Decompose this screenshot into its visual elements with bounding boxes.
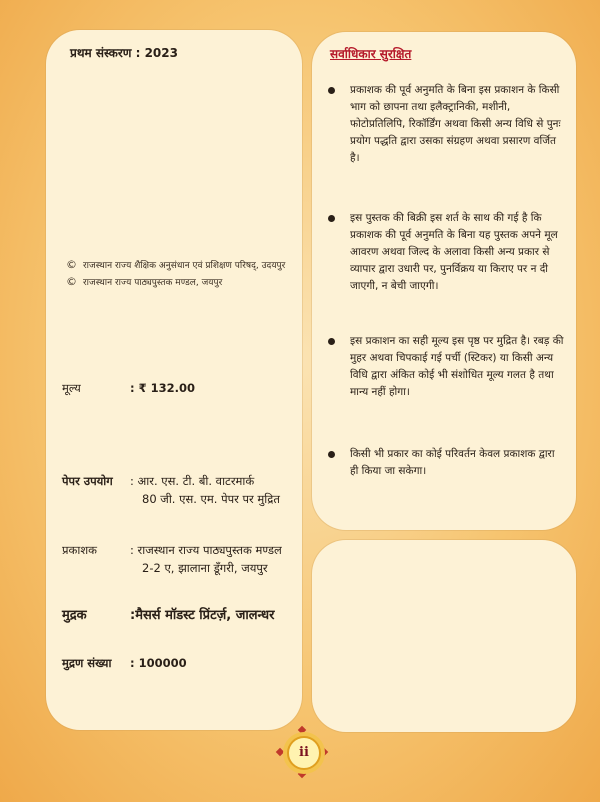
blank-panel [312, 540, 576, 732]
paper-value-1: : आर. एस. टी. बी. वाटरमार्क [130, 474, 255, 488]
bullet-icon [328, 338, 335, 345]
price-value: : ₹ 132.00 [130, 381, 195, 395]
page-number: ii [287, 736, 321, 770]
rights-title: सर्वाधिकार सुरक्षित [330, 47, 412, 61]
ornament-diamond-icon [320, 748, 328, 756]
bullet-icon [328, 215, 335, 222]
ornament-diamond-icon [298, 726, 306, 734]
bullet-icon [328, 451, 335, 458]
copyright-icon: © [66, 258, 77, 271]
rights-bullet-1: प्रकाशक की पूर्व अनुमति के बिना इस प्रकाशन के किसी भाग को छापना तथा इलैक्ट्रानिकी, मशीनी, फोटोप्रतिलिपि, रिकॉर्डिंग अथवा किसी अन्य विधि से पुनः प्रयोग पद्धति द्वारा उसका संग्रहण अथवा प्रसारण वर्जित है। [328, 82, 564, 167]
edition-text: प्रथम संस्करण : 2023 [70, 46, 178, 60]
price-label: मूल्य [62, 381, 81, 395]
printer-label: मुद्रक [62, 608, 87, 623]
ornament-diamond-icon [276, 748, 284, 756]
left-panel [46, 30, 302, 730]
rights-bullet-3: इस प्रकाशन का सही मूल्य इस पृष्ठ पर मुद्रित है। रबड़ की मुहर अथवा चिपकाई गई पर्ची (स्टिकर) या किसी अन्य विधि द्वारा अंकित कोई भी संशोधित मूल्य गलत है तथा मान्य नहीं होगा। [328, 333, 564, 401]
rights-bullet-2: इस पुस्तक की बिक्री इस शर्त के साथ की गई है कि प्रकाशक की पूर्व अनुमति के बिना यह पुस्तक अपने मूल आवरण अथवा जिल्द के अलावा किसी अन्य प्रकार से व्यापार द्वारा उधारी पर, पुनर्विक्रय या किराए पर न दी जाएगी, न बेची जाएगी। [328, 210, 564, 295]
print-count-value: : 100000 [130, 656, 187, 670]
publisher-value-1: : राजस्थान राज्य पाठ्यपुस्तक मण्डल [130, 543, 282, 557]
rights-bullet-4: किसी भी प्रकार का कोई परिवर्तन केवल प्रकाशक द्वारा ही किया जा सकेगा। [328, 446, 564, 480]
bullet-icon [328, 87, 335, 94]
printer-value: :मैसर्स मॉडस्ट प्रिंटर्ज़, जालन्धर [130, 608, 275, 623]
copyright-line-2: © राजस्थान राज्य पाठ्यपुस्तक मण्डल, जयपुर [66, 275, 223, 288]
publisher-value-2: 2-2 ए, झालाना डूँगरी, जयपुर [142, 561, 268, 575]
copyright-icon: © [66, 275, 77, 288]
paper-label: पेपर उपयोग [62, 474, 113, 488]
publisher-label: प्रकाशक [62, 543, 98, 557]
ornament-diamond-icon [298, 770, 306, 778]
copyright-line-1: © राजस्थान राज्य शैक्षिक अनुसंधान एवं प्रशिक्षण परिषद्, उदयपुर [66, 258, 286, 271]
print-count-label: मुद्रण संख्या [62, 656, 112, 670]
paper-value-2: 80 जी. एस. एम. पेपर पर मुद्रित [142, 492, 280, 506]
